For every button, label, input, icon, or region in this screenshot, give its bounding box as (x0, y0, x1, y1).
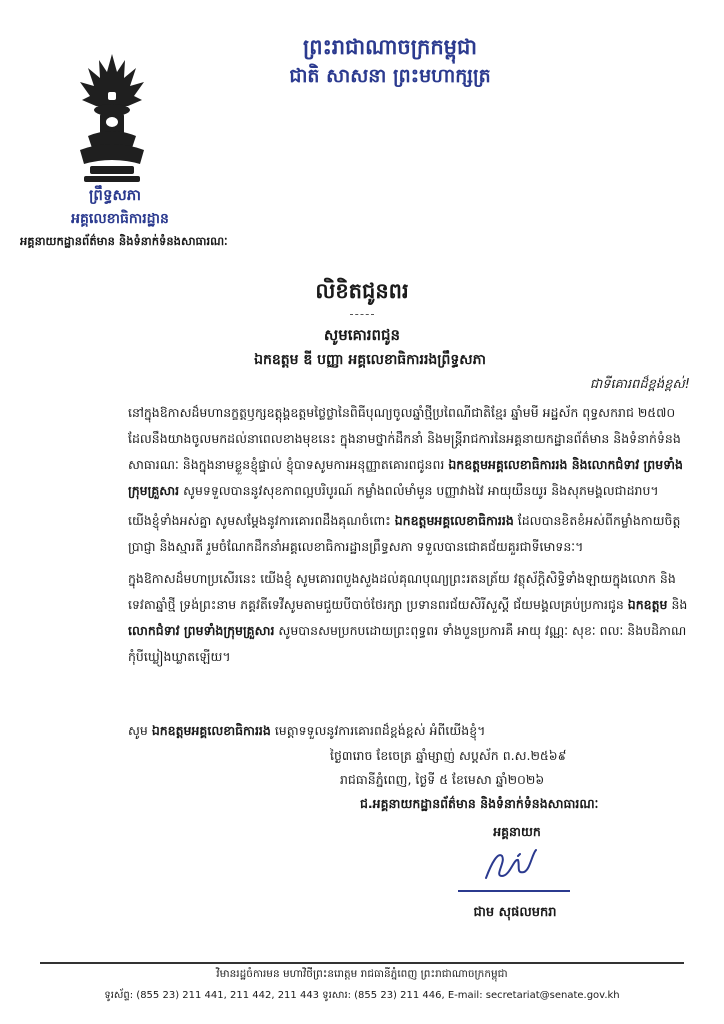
paragraph-3-text-g: សូមបានសមប្រកបដោយព្រះពុទ្ធពរ ទាំងបួនប្រការគឺ អាយុ វណ្ណៈ សុខៈ ពលៈ និងបដិភាណ កុំបីឃ្លៀងឃ្លាតឡើយ។ (128, 623, 687, 664)
paragraph-3-deity: ភគ្គវតីទេវី (240, 597, 284, 612)
solar-date: រាជធានីភ្នំពេញ, ថ្ងៃទី ៥ ខែមេសា ឆ្នាំ២០២៦ (340, 772, 545, 787)
paragraph-4-text-a: សូម (128, 723, 152, 738)
paragraph-2-emphasis: ឯកឧត្តមអគ្គលេខាធិការរង (394, 513, 514, 528)
recipient-line: ឯកឧត្តម ឌី បញ្ញា អគ្គលេខាធិការរងព្រឹទ្ធសភា (254, 352, 486, 368)
director-title: អគ្គនាយក (493, 824, 541, 839)
lunar-date: ថ្ងៃ៣រោច ខែចេត្រ ឆ្នាំម្សាញ់ សប្តស័ក ព.ស.២៥៦៩ (330, 748, 567, 763)
paragraph-4 (128, 718, 688, 744)
kingdom-heading: ព្រះរាជាណាចក្រកម្ពុជា (302, 35, 477, 59)
paragraph-1-text-a: នៅក្នុងឱកាសដ៏មហានក្ខត្តឫក្សឧត្តុង្គឧត្តមថ្លៃថ្លានៃពិធីបុណ្យចូលឆ្នាំថ្មីប្រពៃណីជាតិខ្មែរ ឆ្នាំមមី អដ្ឋស័ក ពុទ្ធសករាជ ២៥៧០ ដែលនឹងយាងចូលមកដល់នាពេលខាងមុខនេះ ក្នុងនាមថ្នាក់ដឹកនាំ និងមន្ត្រីរាជការនៃអគ្គនាយកដ្ឋានព័ត៌មាន និងទំនាក់ទំនងសាធារណៈ និងក្នុងនាមខ្លួនខ្ញុំផ្ទាល់ ខ្ញុំបាទសូមការអនុញ្ញាតគោរពជូនពរ (128, 405, 681, 472)
paragraph-3 (128, 566, 688, 670)
signature-underline (458, 890, 570, 892)
national-motto: ជាតិ សាសនា ព្រះមហាក្សត្រ (289, 65, 491, 87)
letter-title: លិខិតជូនពរ (315, 279, 409, 303)
paragraph-3-text-a: ក្នុងឱកាសដ៏មហាប្រសើរនេះ យើងខ្ញុំ សូមគោរពបួងសួងដល់គុណបុណ្យព្រះរតនត្រ័យ វត្ថុស័ក្តិសិទ្ធិទាំងឡាយក្នុងលោក និងទេវតាឆ្នាំថ្មី ទ្រង់ព្រះនាម (128, 571, 676, 612)
paragraph-2 (128, 508, 688, 560)
signature-icon (472, 842, 552, 888)
paragraph-2-text-a: យើងខ្ញុំទាំងអស់គ្នា សូមសម្តែងនូវការគោរពដឹងគុណចំពោះ (128, 513, 391, 528)
department-name: អគ្គនាយកដ្ឋានព័ត៌មាន និងទំនាក់ទំនងសាធារណៈ (20, 234, 228, 248)
footer-contact: ទូរស័ព្ទ: (855 23) 211 441, 211 442, 211 443 ទូរសារ: (855 23) 211 446, E-mail: secretariat@senate.gov.kh (104, 990, 620, 1001)
respect-wish: ជាទីគោរពដ៏ខ្ពង់ខ្ពស់! (589, 377, 690, 392)
secretariat-name: អគ្គលេខាធិការដ្ឋាន (71, 211, 169, 227)
paragraph-1 (128, 400, 688, 504)
paragraph-3-emphasis-2: លោកជំទាវ ព្រមទាំងក្រុមគ្រួសារ (128, 623, 275, 638)
paragraph-2-text-c: ដែលបានខិតខំអស់ពីកម្លាំងកាយចិត្ត ប្រាជ្ញា និងស្មារតី រួមចំណែកដឹកនាំអគ្គលេខាធិការដ្ឋានព្រឹទ្ធសភា ទទួលបានជោគជ័យគួរជាទីមោទនៈ។ (128, 513, 681, 554)
paragraph-4-text-c: មេត្តាទទួលនូវការគោរពដ៏ខ្ពង់ខ្ពស់ អំពីយើងខ្ញុំ។ (270, 723, 486, 738)
paragraph-4-emphasis: ឯកឧត្តមអគ្គលេខាធិការរង (151, 723, 271, 738)
director-name: ជាម សុផលមករា (473, 905, 557, 920)
on-behalf-of: ជ.អគ្គនាយកដ្ឋានព័ត៌មាន និងទំនាក់ទំនងសាធារណៈ (360, 796, 599, 811)
senate-name: ព្រឹទ្ធសភា (88, 186, 142, 204)
paragraph-3-text-e: និង (667, 597, 688, 612)
salutation: សូមគោរពជូន (323, 326, 401, 344)
footer-address: វិមានរដ្ឋចំការមន មហាវិថីព្រះនរោត្តម រាជធានីភ្នំពេញ ព្រះរាជាណាចក្រកម្ពុជា (216, 968, 508, 980)
senate-emblem-icon (70, 52, 154, 184)
paragraph-3-emphasis-1: ឯកឧត្តម (627, 597, 668, 612)
paragraph-1-text-c: សូមទទួលបាននូវសុខភាពល្អបរិបូរណ៍ កម្លាំងពលំមាំមួន បញ្ញាវាងវៃ អាយុយឺនយូរ និងសុភមង្គលជាដរាប។ (183, 483, 659, 498)
title-divider (350, 314, 374, 315)
paragraph-1-emphasis: ឯកឧត្តមអគ្គលេខាធិការរង និងលោកជំទាវ ព្រមទាំងក្រុមគ្រួសារ (128, 457, 683, 498)
footer-divider (40, 962, 684, 964)
paragraph-3-text-c: សូមតាមជួយបីបាច់ថែរក្សា ប្រទានពរជ័យសិរីសួស្តី ជ័យមង្គលគ្រប់ប្រការជូន (283, 597, 628, 612)
